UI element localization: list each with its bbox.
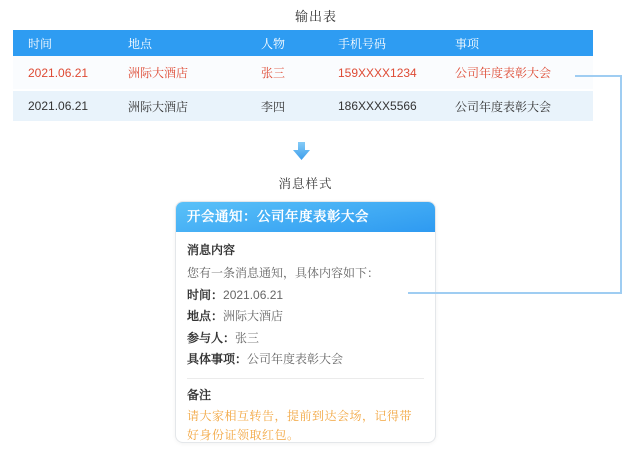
cell-event: 公司年度表彰大会 bbox=[455, 99, 552, 114]
card-divider bbox=[187, 378, 424, 379]
field-location-label: 地点： bbox=[187, 309, 224, 323]
card-header-title: 开会通知：公司年度表彰大会 bbox=[176, 202, 435, 232]
cell-location: 洲际大酒店 bbox=[128, 66, 189, 80]
notification-card bbox=[175, 201, 436, 443]
cell-person: 李四 bbox=[261, 99, 286, 114]
cell-time: 2021.06.21 bbox=[28, 99, 89, 113]
message-style-title: 消息样式 bbox=[278, 177, 333, 191]
table-row-highlighted bbox=[13, 56, 593, 91]
remark-title: 备注 bbox=[187, 387, 212, 402]
cell-location: 洲际大酒店 bbox=[128, 99, 189, 114]
message-content-title: 消息内容 bbox=[187, 243, 236, 257]
field-time-label: 时间： bbox=[187, 287, 224, 302]
field-time bbox=[187, 285, 424, 307]
output-table bbox=[13, 30, 593, 121]
field-event bbox=[187, 349, 424, 371]
cell-event: 公司年度表彰大会 bbox=[455, 66, 552, 80]
column-header-phone: 手机号码 bbox=[338, 36, 387, 51]
field-event-value: 公司年度表彰大会 bbox=[247, 352, 344, 366]
field-time-value: 2021.06.21 bbox=[223, 287, 284, 302]
remark-text: 请大家相互转告，提前到达会场，记得带好身份证领取红包。 bbox=[187, 408, 413, 442]
field-participant-label: 参与人： bbox=[187, 330, 236, 345]
output-table-title: 输出表 bbox=[294, 9, 337, 24]
field-event-label: 具体事项： bbox=[187, 352, 248, 366]
column-header-location: 地点 bbox=[128, 36, 153, 51]
field-participant bbox=[187, 328, 424, 350]
table-header-row bbox=[13, 30, 593, 56]
message-intro: 您有一条消息通知，具体内容如下： bbox=[187, 266, 380, 280]
down-arrow-icon bbox=[293, 142, 310, 160]
cell-person: 张三 bbox=[261, 66, 286, 80]
card-body bbox=[176, 232, 435, 445]
cell-phone: 159XXXX1234 bbox=[338, 65, 417, 80]
cell-phone: 186XXXX5566 bbox=[338, 99, 417, 113]
column-header-person: 人物 bbox=[261, 36, 286, 51]
table-row bbox=[13, 91, 593, 121]
field-participant-value: 张三 bbox=[235, 330, 260, 345]
column-header-event: 事项 bbox=[455, 36, 480, 51]
cell-time: 2021.06.21 bbox=[28, 65, 89, 80]
column-header-time: 时间 bbox=[28, 36, 53, 51]
field-location bbox=[187, 306, 424, 328]
field-location-value: 洲际大酒店 bbox=[223, 309, 284, 323]
